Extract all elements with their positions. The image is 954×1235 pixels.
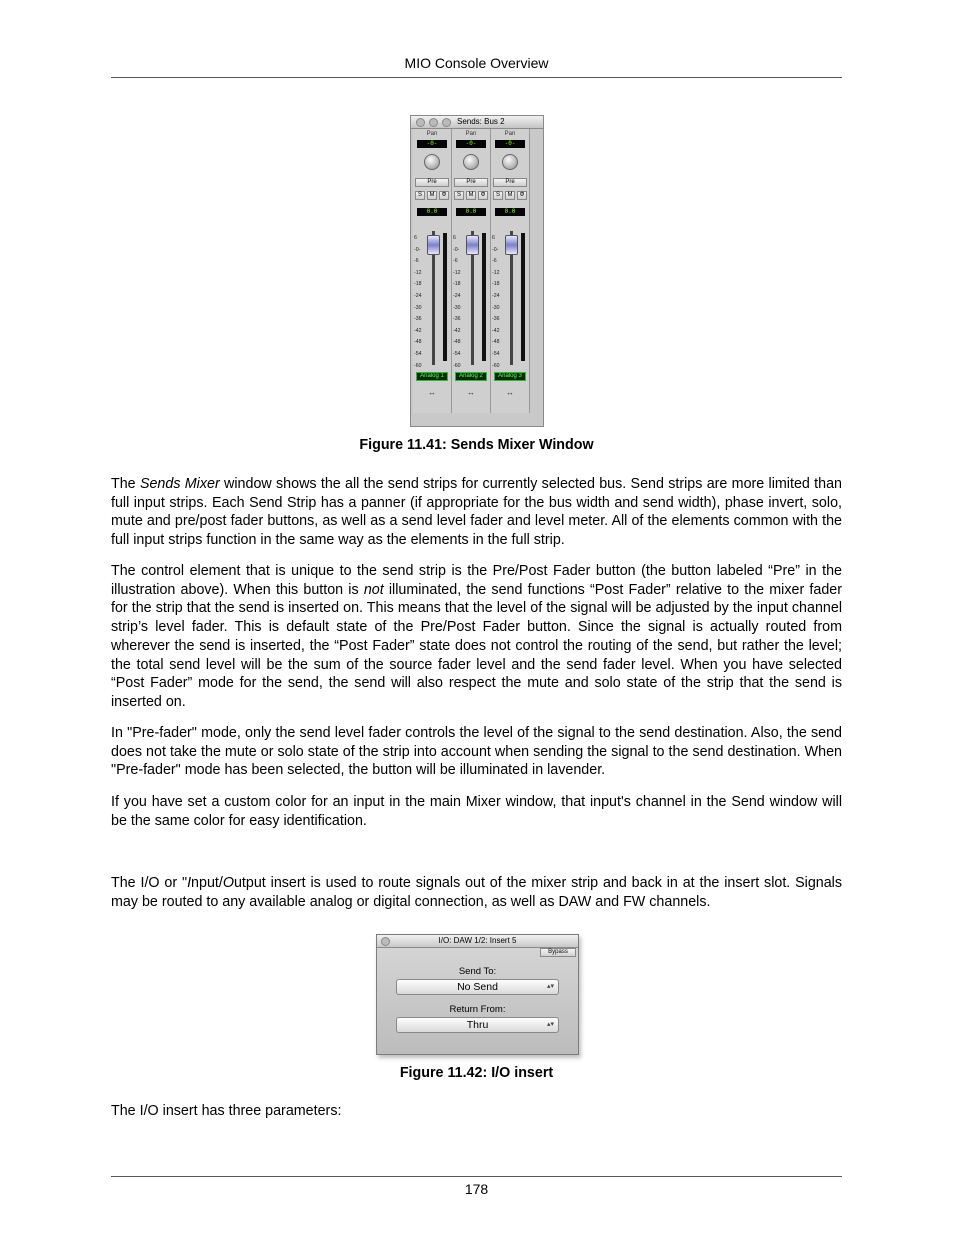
pan-knob[interactable] [424,154,440,170]
window-titlebar [411,116,543,129]
fader-scale-label: -30 [492,304,500,311]
fader-scale-label: -12 [492,269,500,276]
level-meter [443,233,447,361]
paragraph-io-insert [111,874,842,911]
send-level-fader[interactable] [505,235,518,255]
send-level-fader[interactable] [427,235,440,255]
zoom-window-button[interactable] [442,118,451,127]
close-window-button[interactable] [416,118,425,127]
text-run-italic: O [222,875,234,891]
fader-scale-label: -24 [492,292,500,299]
fader-scale-label: -24 [414,292,422,299]
fader-scale-label: -6 [453,258,458,265]
pan-label: Pan [426,131,438,137]
text-run: The [111,476,140,492]
fader-scale-label: -6 [414,258,419,265]
phase-invert-button[interactable]: Φ [439,191,449,200]
fader-scale-label: -30 [414,304,422,311]
send-strip [413,129,452,413]
sends-mixer-window [410,115,544,427]
solo-button[interactable]: S [454,191,464,200]
pan-value-display: -0- [417,140,447,148]
fader-scale-label: -42 [453,327,461,334]
fader-scale-label: -24 [453,292,461,299]
link-icon[interactable]: ↔ [506,388,514,397]
fader-scale-label: -18 [453,281,461,288]
pre-fader-button[interactable]: Pre [415,178,449,187]
fader-scale-label: -12 [453,269,461,276]
fader-scale-label: -60 [414,362,422,369]
figure-caption-io-insert: Figure 11.42: I/O insert [399,1065,554,1081]
select-arrows-icon: ▴▾ [546,983,554,990]
phase-invert-button[interactable]: Φ [478,191,488,200]
fader-scale-label: -6 [492,258,497,265]
link-icon[interactable]: ↔ [428,388,436,397]
window-title: Sends: Bus 2 [457,117,505,126]
fader-scale-label: -42 [414,327,422,334]
mute-button[interactable]: M [427,191,437,200]
fader-scale-label: -36 [453,316,461,323]
text-run: window shows the all the send strips for currently selected bus. Send strips are more limited than full input strips. Each Send Strip has a panner (if appropriate for the bus width and send width), phase invert, solo, mute and pre/post fader buttons, as well as a send level fader and level meter. All of the elements common with the full input strips function in the same way as the elements in the full strip. [111,476,842,549]
return-from-value: Thru [466,1019,489,1031]
send-level-fader[interactable] [466,235,479,255]
paragraph-pre-fader-mode: In "Pre-fader" mode, only the send level fader controls the level of the signal to the send destination. Also, the send does not take the mute or solo state of the strip into account when sending the signal to the send destination. When "Pre-fader" mode has been selected, the button will be illuminated in lavender. [111,725,842,779]
mute-button[interactable]: M [466,191,476,200]
fader-scale-label: -48 [453,339,461,346]
level-value-display: 0.0 [495,208,525,216]
fader-scale [414,233,428,373]
level-meter [482,233,486,361]
fader-scale-label: -48 [492,339,500,346]
fader-scale [492,233,506,373]
text-run-italic: not [363,581,384,598]
fader-scale-label: -0- [414,246,421,253]
pan-value-display: -0- [456,140,486,148]
fader-scale-label: -42 [492,327,500,334]
pre-fader-button[interactable]: Pre [493,178,527,187]
bypass-button[interactable]: Bypass [540,948,576,957]
figure-caption-sends-mixer: Figure 11.41: Sends Mixer Window [359,437,594,453]
window-title: I/O: DAW 1/2: Insert 5 [438,936,517,945]
paragraph-sends-mixer [111,475,842,550]
fader-scale-label: -18 [492,281,500,288]
send-to-value: No Send [457,981,498,993]
fader-scale-label: -54 [414,350,422,357]
text-run-italic: I [187,875,192,891]
fader-scale-label: -60 [453,362,461,369]
fader-scale-label: 6 [414,235,417,241]
return-from-label: Return From: [449,1004,506,1015]
fader-scale-label: 6 [453,235,456,241]
phase-invert-button[interactable]: Φ [517,191,527,200]
running-header: MIO Console Overview [404,55,549,71]
fader-scale-label: -12 [414,269,422,276]
send-to-label: Send To: [458,966,497,977]
pan-value-display: -0- [495,140,525,148]
text-run: illuminated, the send functions “Post Fader” relative to the mixer fader for the strip that the send is inserted on. This means that the level of the signal will be adjusted by the input channel strip’s level fader. This is default state of the Pre/Post Fader button. Since the signal is actually routed from wherever the send is inserted, the “Post Fader” state does not control the routing of the send, but rather the level; the total send level will be the sum of the source fader level and the send fader level. When you have selected “Post Fader” mode for the send, the send will also respect the mute and solo state of the strip that the send is inserted on. [111,581,842,710]
text-run: nput/ [191,875,223,891]
send-to-select[interactable] [396,979,559,995]
fader-scale-label: -36 [414,316,422,323]
pan-knob[interactable] [502,154,518,170]
strip-name-label[interactable]: Analog 1 [416,372,448,381]
header-rule [111,77,842,78]
select-arrows-icon: ▴▾ [546,1021,554,1028]
pre-fader-button[interactable]: Pre [454,178,488,187]
fader-scale-label: -36 [492,316,500,323]
level-meter [521,233,525,361]
strip-name-label[interactable]: Analog 2 [455,372,487,381]
paragraph-pre-post-button [111,562,842,712]
text-run: utput insert is used to route signals out of the mixer strip and back in at the insert slot. Signals may be routed to any available analog or digital connection, as well as DAW and FW channels. [111,875,843,910]
pan-knob[interactable] [463,154,479,170]
solo-button[interactable]: S [415,191,425,200]
text-run: The I/O or " [111,875,188,891]
level-value-display: 0.0 [417,208,447,216]
page-number: 178 [464,1181,489,1197]
minimize-window-button[interactable] [429,118,438,127]
mute-button[interactable]: M [505,191,515,200]
fader-scale-label: 6 [492,235,495,241]
fader-scale-label: -30 [453,304,461,311]
return-from-select[interactable] [396,1017,559,1033]
footer-rule [111,1176,842,1177]
send-strip [452,129,491,413]
paragraph-custom-color: If you have set a custom color for an input in the main Mixer window, that input's channel in the Send window will be the same color for easy identification. [111,794,842,829]
fader-scale-label: -0- [492,246,499,253]
pan-label: Pan [465,131,477,137]
fader-scale-label: -60 [492,362,500,369]
text-run-italic: Sends Mixer [139,476,220,492]
window-titlebar [377,935,578,948]
fader-scale [453,233,467,373]
solo-button[interactable]: S [493,191,503,200]
send-strip [491,129,530,413]
io-insert-window [376,934,579,1055]
fader-scale-label: -48 [414,339,422,346]
paragraph-io-parameters: The I/O insert has three parameters: [111,1103,342,1119]
fader-scale-label: -0- [453,246,460,253]
strip-name-label[interactable]: Analog 3 [494,372,526,381]
text-run: The control element that is unique to the send strip is the Pre/Post Fader button (the button labeled “Pre” in the illustration above). When this button is [111,563,842,598]
link-icon[interactable]: ↔ [467,388,475,397]
fader-scale-label: -18 [414,281,422,288]
pan-label: Pan [504,131,516,137]
level-value-display: 0.0 [456,208,486,216]
fader-scale-label: -54 [453,350,461,357]
fader-scale-label: -54 [492,350,500,357]
